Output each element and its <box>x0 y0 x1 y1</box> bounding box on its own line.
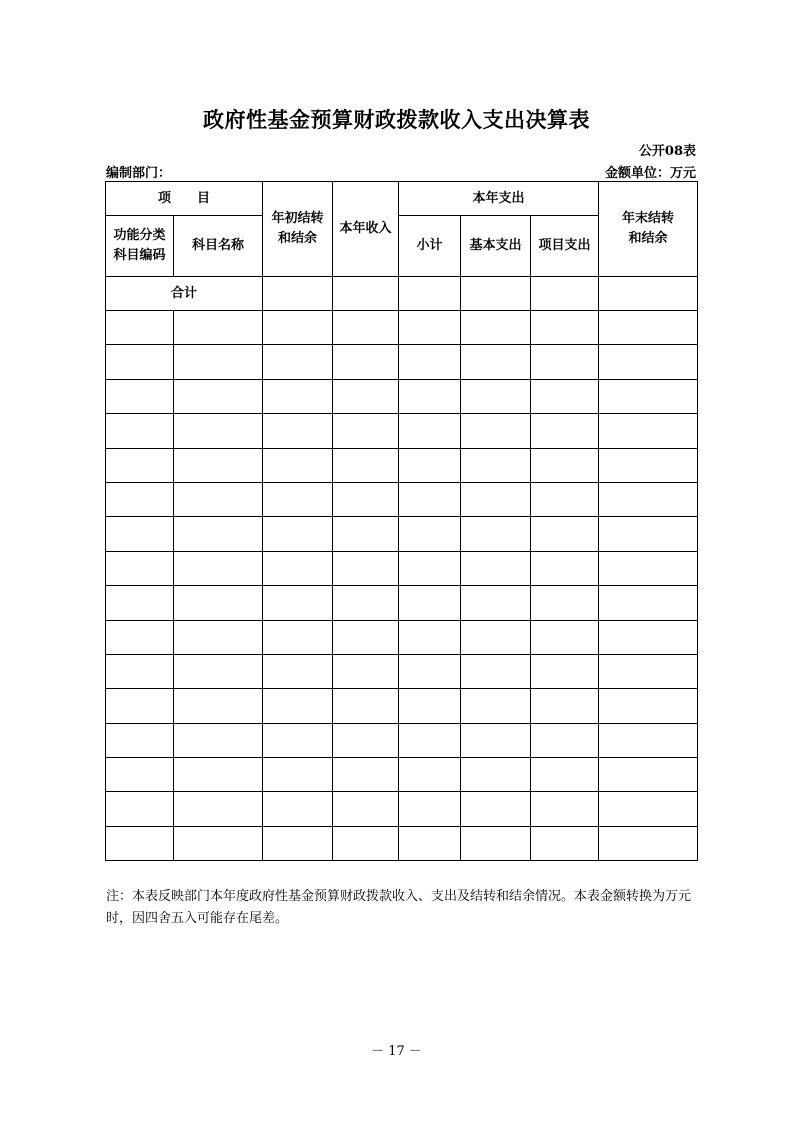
table-cell <box>399 414 461 448</box>
table-cell <box>174 345 263 379</box>
table-cell <box>106 792 174 826</box>
form-number: 公开08表 <box>638 144 696 159</box>
table-cell <box>263 758 333 792</box>
table-cell <box>461 620 531 654</box>
header-func-line1: 功能分类 <box>113 228 166 243</box>
page-title: 政府性基金预算财政拨款收入支出决算表 <box>203 107 590 132</box>
table-cell <box>461 345 531 379</box>
table-row <box>106 448 698 482</box>
header-closing-line1: 年末结转 <box>622 211 675 226</box>
table-cell <box>174 689 263 723</box>
table-cell <box>263 689 333 723</box>
table-cell <box>106 311 174 345</box>
table-cell <box>174 620 263 654</box>
table-cell <box>461 654 531 688</box>
table-cell <box>531 723 599 757</box>
header-subtotal: 小计 <box>399 216 461 277</box>
table-cell <box>333 482 399 516</box>
page-number: － 17 － <box>371 1044 422 1059</box>
header-opening-line1: 年初结转 <box>271 211 324 226</box>
total-label: 合计 <box>106 277 263 311</box>
table-cell <box>599 311 698 345</box>
table-cell <box>174 482 263 516</box>
table-cell <box>461 689 531 723</box>
table-cell <box>263 379 333 413</box>
table-cell <box>599 482 698 516</box>
table-cell <box>333 414 399 448</box>
table-cell <box>263 654 333 688</box>
table-cell <box>174 311 263 345</box>
table-cell <box>333 792 399 826</box>
table-cell <box>399 826 461 860</box>
table-cell <box>461 826 531 860</box>
table-cell <box>461 758 531 792</box>
table-cell <box>599 723 698 757</box>
header-closing-balance <box>599 182 698 277</box>
header-opening-balance <box>263 182 333 277</box>
table-cell <box>333 517 399 551</box>
total-cell <box>461 277 531 311</box>
table-cell <box>263 826 333 860</box>
header-item: 项 目 <box>106 182 263 216</box>
table-cell <box>399 448 461 482</box>
table-cell <box>106 345 174 379</box>
table-cell <box>106 448 174 482</box>
table-cell <box>599 448 698 482</box>
table-cell <box>531 414 599 448</box>
table-cell <box>263 311 333 345</box>
table-cell <box>333 723 399 757</box>
header-project-expense: 项目支出 <box>531 216 599 277</box>
table-row <box>106 758 698 792</box>
table-cell <box>599 620 698 654</box>
table-cell <box>599 654 698 688</box>
table-cell <box>263 414 333 448</box>
table-cell <box>263 620 333 654</box>
table-cell <box>174 723 263 757</box>
table-cell <box>399 654 461 688</box>
table-cell <box>531 654 599 688</box>
total-row <box>106 277 698 311</box>
table-cell <box>531 620 599 654</box>
table-cell <box>333 345 399 379</box>
table-cell <box>399 586 461 620</box>
table-cell <box>106 826 174 860</box>
table-cell <box>333 311 399 345</box>
table-cell <box>399 551 461 585</box>
header-expense: 本年支出 <box>399 182 599 216</box>
table-cell <box>106 689 174 723</box>
table-cell <box>399 517 461 551</box>
total-cell <box>531 277 599 311</box>
table-row <box>106 723 698 757</box>
table-cell <box>599 689 698 723</box>
table-cell <box>174 448 263 482</box>
table-cell <box>333 689 399 723</box>
table-row <box>106 826 698 860</box>
table-cell <box>333 654 399 688</box>
table-cell <box>461 517 531 551</box>
table-cell <box>461 482 531 516</box>
table-cell <box>461 311 531 345</box>
table-cell <box>174 517 263 551</box>
table-cell <box>461 586 531 620</box>
table-cell <box>399 345 461 379</box>
table-cell <box>263 482 333 516</box>
table-cell <box>531 448 599 482</box>
table-cell <box>399 689 461 723</box>
unit-label: 金额单位：万元 <box>604 166 696 181</box>
table-cell <box>461 414 531 448</box>
table-cell <box>461 792 531 826</box>
table-cell <box>106 620 174 654</box>
table-cell <box>106 654 174 688</box>
table-row <box>106 586 698 620</box>
table-cell <box>399 311 461 345</box>
table-row <box>106 414 698 448</box>
table-cell <box>461 723 531 757</box>
header-income: 本年收入 <box>333 182 399 277</box>
budget-table <box>105 181 698 861</box>
table-cell <box>333 620 399 654</box>
table-cell <box>263 551 333 585</box>
table-cell <box>599 826 698 860</box>
table-cell <box>333 758 399 792</box>
table-cell <box>174 379 263 413</box>
table-cell <box>399 379 461 413</box>
table-cell <box>531 792 599 826</box>
table-cell <box>461 551 531 585</box>
table-cell <box>599 379 698 413</box>
table-cell <box>399 758 461 792</box>
table-cell <box>531 482 599 516</box>
footnote: 注：本表反映部门本年度政府性基金预算财政拨款收入、支出及结转和结余情况。本表金额转换为万元时，因四舍五入可能存在尾差。 <box>106 889 692 926</box>
table-row <box>106 654 698 688</box>
table-cell <box>531 826 599 860</box>
table-cell <box>333 379 399 413</box>
table-cell <box>174 826 263 860</box>
table-cell <box>174 414 263 448</box>
table-cell <box>174 586 263 620</box>
table-cell <box>106 723 174 757</box>
table-cell <box>106 586 174 620</box>
header-func-line2: 科目编码 <box>113 248 166 263</box>
total-cell <box>599 277 698 311</box>
table-cell <box>333 826 399 860</box>
table-cell <box>599 414 698 448</box>
total-cell <box>399 277 461 311</box>
table-cell <box>531 586 599 620</box>
table-row <box>106 311 698 345</box>
table-cell <box>531 345 599 379</box>
header-row-1 <box>106 182 698 216</box>
table-cell <box>399 792 461 826</box>
table-cell <box>333 551 399 585</box>
table-cell <box>531 517 599 551</box>
table-cell <box>263 586 333 620</box>
table-cell <box>599 758 698 792</box>
table-row <box>106 689 698 723</box>
table-cell <box>599 345 698 379</box>
table-cell <box>461 448 531 482</box>
table-cell <box>531 311 599 345</box>
table-cell <box>174 551 263 585</box>
header-subject-name: 科目名称 <box>174 216 263 277</box>
table-row <box>106 482 698 516</box>
table-cell <box>263 723 333 757</box>
table-cell <box>174 792 263 826</box>
table-row <box>106 620 698 654</box>
table-cell <box>106 758 174 792</box>
table-cell <box>263 448 333 482</box>
table-cell <box>599 517 698 551</box>
table-cell <box>263 517 333 551</box>
header-function-code <box>106 216 174 277</box>
table-cell <box>531 379 599 413</box>
table-cell <box>106 517 174 551</box>
table-cell <box>599 586 698 620</box>
table-cell <box>531 551 599 585</box>
table-cell <box>599 551 698 585</box>
table-cell <box>333 586 399 620</box>
table-cell <box>531 758 599 792</box>
table-cell <box>399 723 461 757</box>
table-cell <box>106 379 174 413</box>
table-cell <box>263 345 333 379</box>
table-cell <box>399 620 461 654</box>
table-row <box>106 551 698 585</box>
table-cell <box>599 792 698 826</box>
table-cell <box>333 448 399 482</box>
table-cell <box>106 551 174 585</box>
total-cell <box>333 277 399 311</box>
table-cell <box>531 689 599 723</box>
table-cell <box>399 482 461 516</box>
header-closing-line2: 和结余 <box>628 231 668 246</box>
header-basic-expense: 基本支出 <box>461 216 531 277</box>
table-row <box>106 792 698 826</box>
department-label: 编制部门： <box>106 166 172 181</box>
total-cell <box>263 277 333 311</box>
table-cell <box>174 758 263 792</box>
table-cell <box>461 379 531 413</box>
table-cell <box>174 654 263 688</box>
table-cell <box>106 414 174 448</box>
header-opening-line2: 和结余 <box>278 231 318 246</box>
table-cell <box>106 482 174 516</box>
table-cell <box>263 792 333 826</box>
table-row <box>106 345 698 379</box>
table-row <box>106 379 698 413</box>
table-row <box>106 517 698 551</box>
